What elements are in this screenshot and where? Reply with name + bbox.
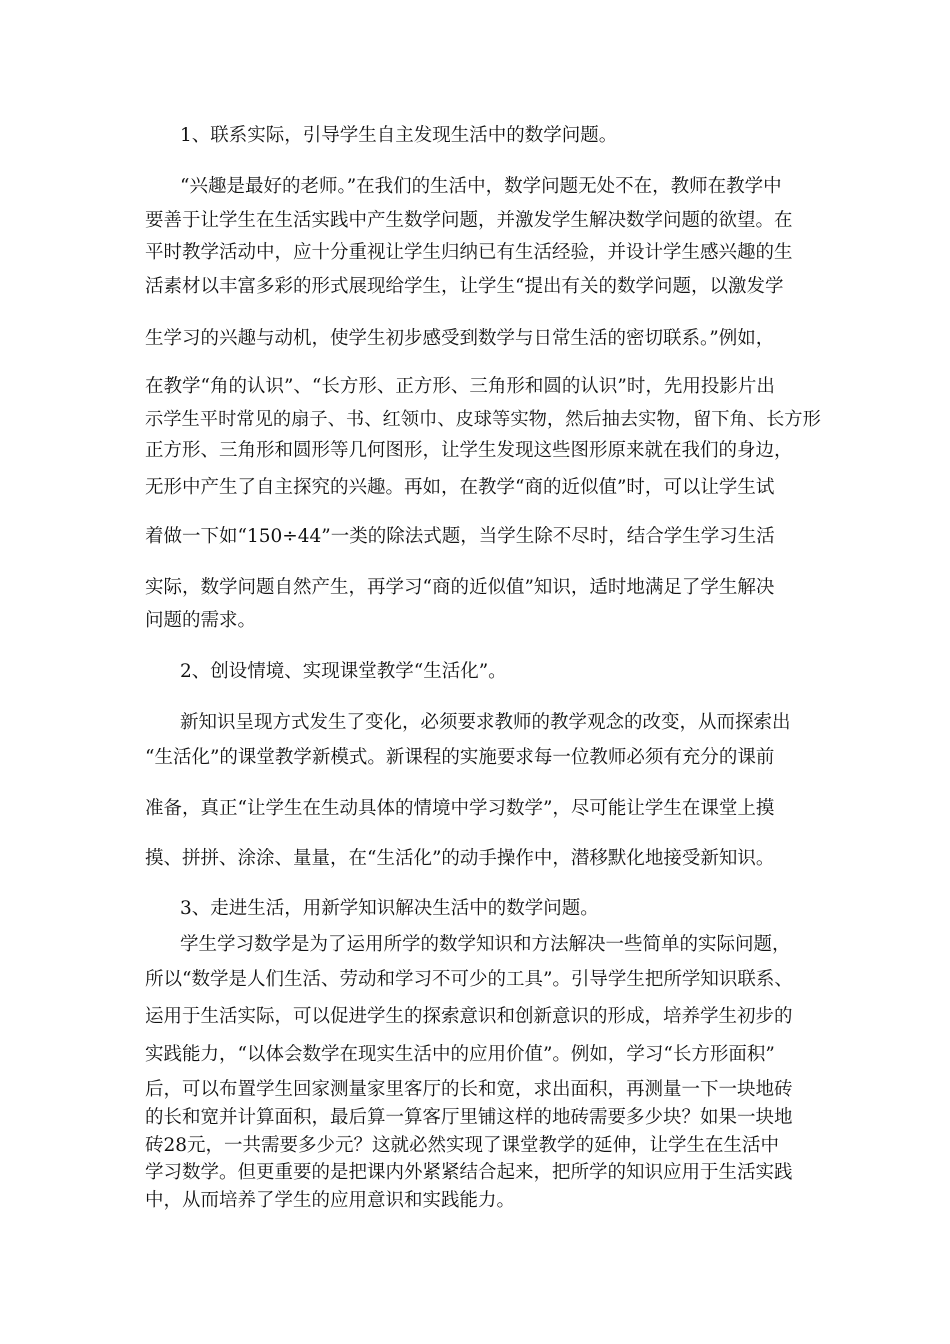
paragraph-line: “生活化”的课堂教学新模式。新课程的实施要求每一位教师必须有充分的课前 <box>145 747 775 768</box>
paragraph-line: 正方形、三角形和圆形等几何图形，让学生发现这些图形原来就在我们的身边， <box>145 440 793 461</box>
paragraph-line: “兴趣是最好的老师。”在我们的生活中，数学问题无处不在，教师在教学中 <box>180 176 782 197</box>
paragraph-line: 着做一下如“150÷44”一类的除法式题，当学生除不尽时，结合学生学习生活 <box>145 526 775 547</box>
paragraph-line: 要善于让学生在生活实践中产生数学问题，并激发学生解决数学问题的欲望。在 <box>145 210 793 231</box>
paragraph-line: 示学生平时常见的扇子、书、红领巾、皮球等实物，然后抽去实物，留下角、长方形 <box>145 409 821 430</box>
paragraph-line: 砖28元，一共需要多少元？这就必然实现了课堂教学的延伸，让学生在生活中 <box>145 1135 780 1156</box>
paragraph-line: 的长和宽并计算面积，最后算一算客厅里铺这样的地砖需要多少块？如果一块地 <box>145 1107 793 1128</box>
heading-2: 2、创设情境、实现课堂教学“生活化”。 <box>180 661 507 682</box>
heading-3: 3、走进生活，用新学知识解决生活中的数学问题。 <box>180 898 599 919</box>
paragraph-line: 生学习的兴趣与动机，使学生初步感受到数学与日常生活的密切联系。”例如， <box>145 328 775 349</box>
paragraph-line: 准备，真正“让学生在生动具体的情境中学习数学”，尽可能让学生在课堂上摸 <box>145 798 775 819</box>
paragraph-line: 实际，数学问题自然产生，再学习“商的近似值”知识，适时地满足了学生解决 <box>145 577 775 598</box>
heading-1: 1、联系实际，引导学生自主发现生活中的数学问题。 <box>180 125 618 146</box>
paragraph-line: 活素材以丰富多彩的形式展现给学生，让学生“提出有关的数学问题，以激发学 <box>145 276 784 297</box>
paragraph-line: 平时教学活动中，应十分重视让学生归纳已有生活经验，并设计学生感兴趣的生 <box>145 242 793 263</box>
paragraph-line: 问题的需求。 <box>145 610 257 631</box>
paragraph-line: 无形中产生了自主探究的兴趣。再如，在教学“商的近似值”时，可以让学生试 <box>145 477 775 498</box>
paragraph-line: 新知识呈现方式发生了变化，必须要求教师的教学观念的改变，从而探索出 <box>180 712 791 733</box>
paragraph-line: 后，可以布置学生回家测量家里客厅的长和宽，求出面积，再测量一下一块地砖 <box>145 1079 793 1100</box>
paragraph-line: 所以“数学是人们生活、劳动和学习不可少的工具”。引导学生把所学知识联系、 <box>145 969 793 990</box>
paragraph-line: 在教学“角的认识”、“长方形、正方形、三角形和圆的认识”时，先用投影片出 <box>145 376 775 397</box>
paragraph-line: 实践能力，“以体会数学在现实生活中的应用价值”。例如，学习“长方形面积” <box>145 1044 775 1065</box>
paragraph-line: 摸、拼拼、涂涂、量量，在“生活化”的动手操作中，潜移默化地接受新知识。 <box>145 848 775 869</box>
paragraph-line: 中，从而培养了学生的应用意识和实践能力。 <box>145 1190 516 1211</box>
paragraph-line: 学生学习数学是为了运用所学的数学知识和方法解决一些简单的实际问题， <box>180 934 791 955</box>
paragraph-line: 学习数学。但更重要的是把课内外紧紧结合起来，把所学的知识应用于生活实践 <box>145 1162 793 1183</box>
paragraph-line: 运用于生活实际，可以促进学生的探索意识和创新意识的形成，培养学生初步的 <box>145 1006 793 1027</box>
